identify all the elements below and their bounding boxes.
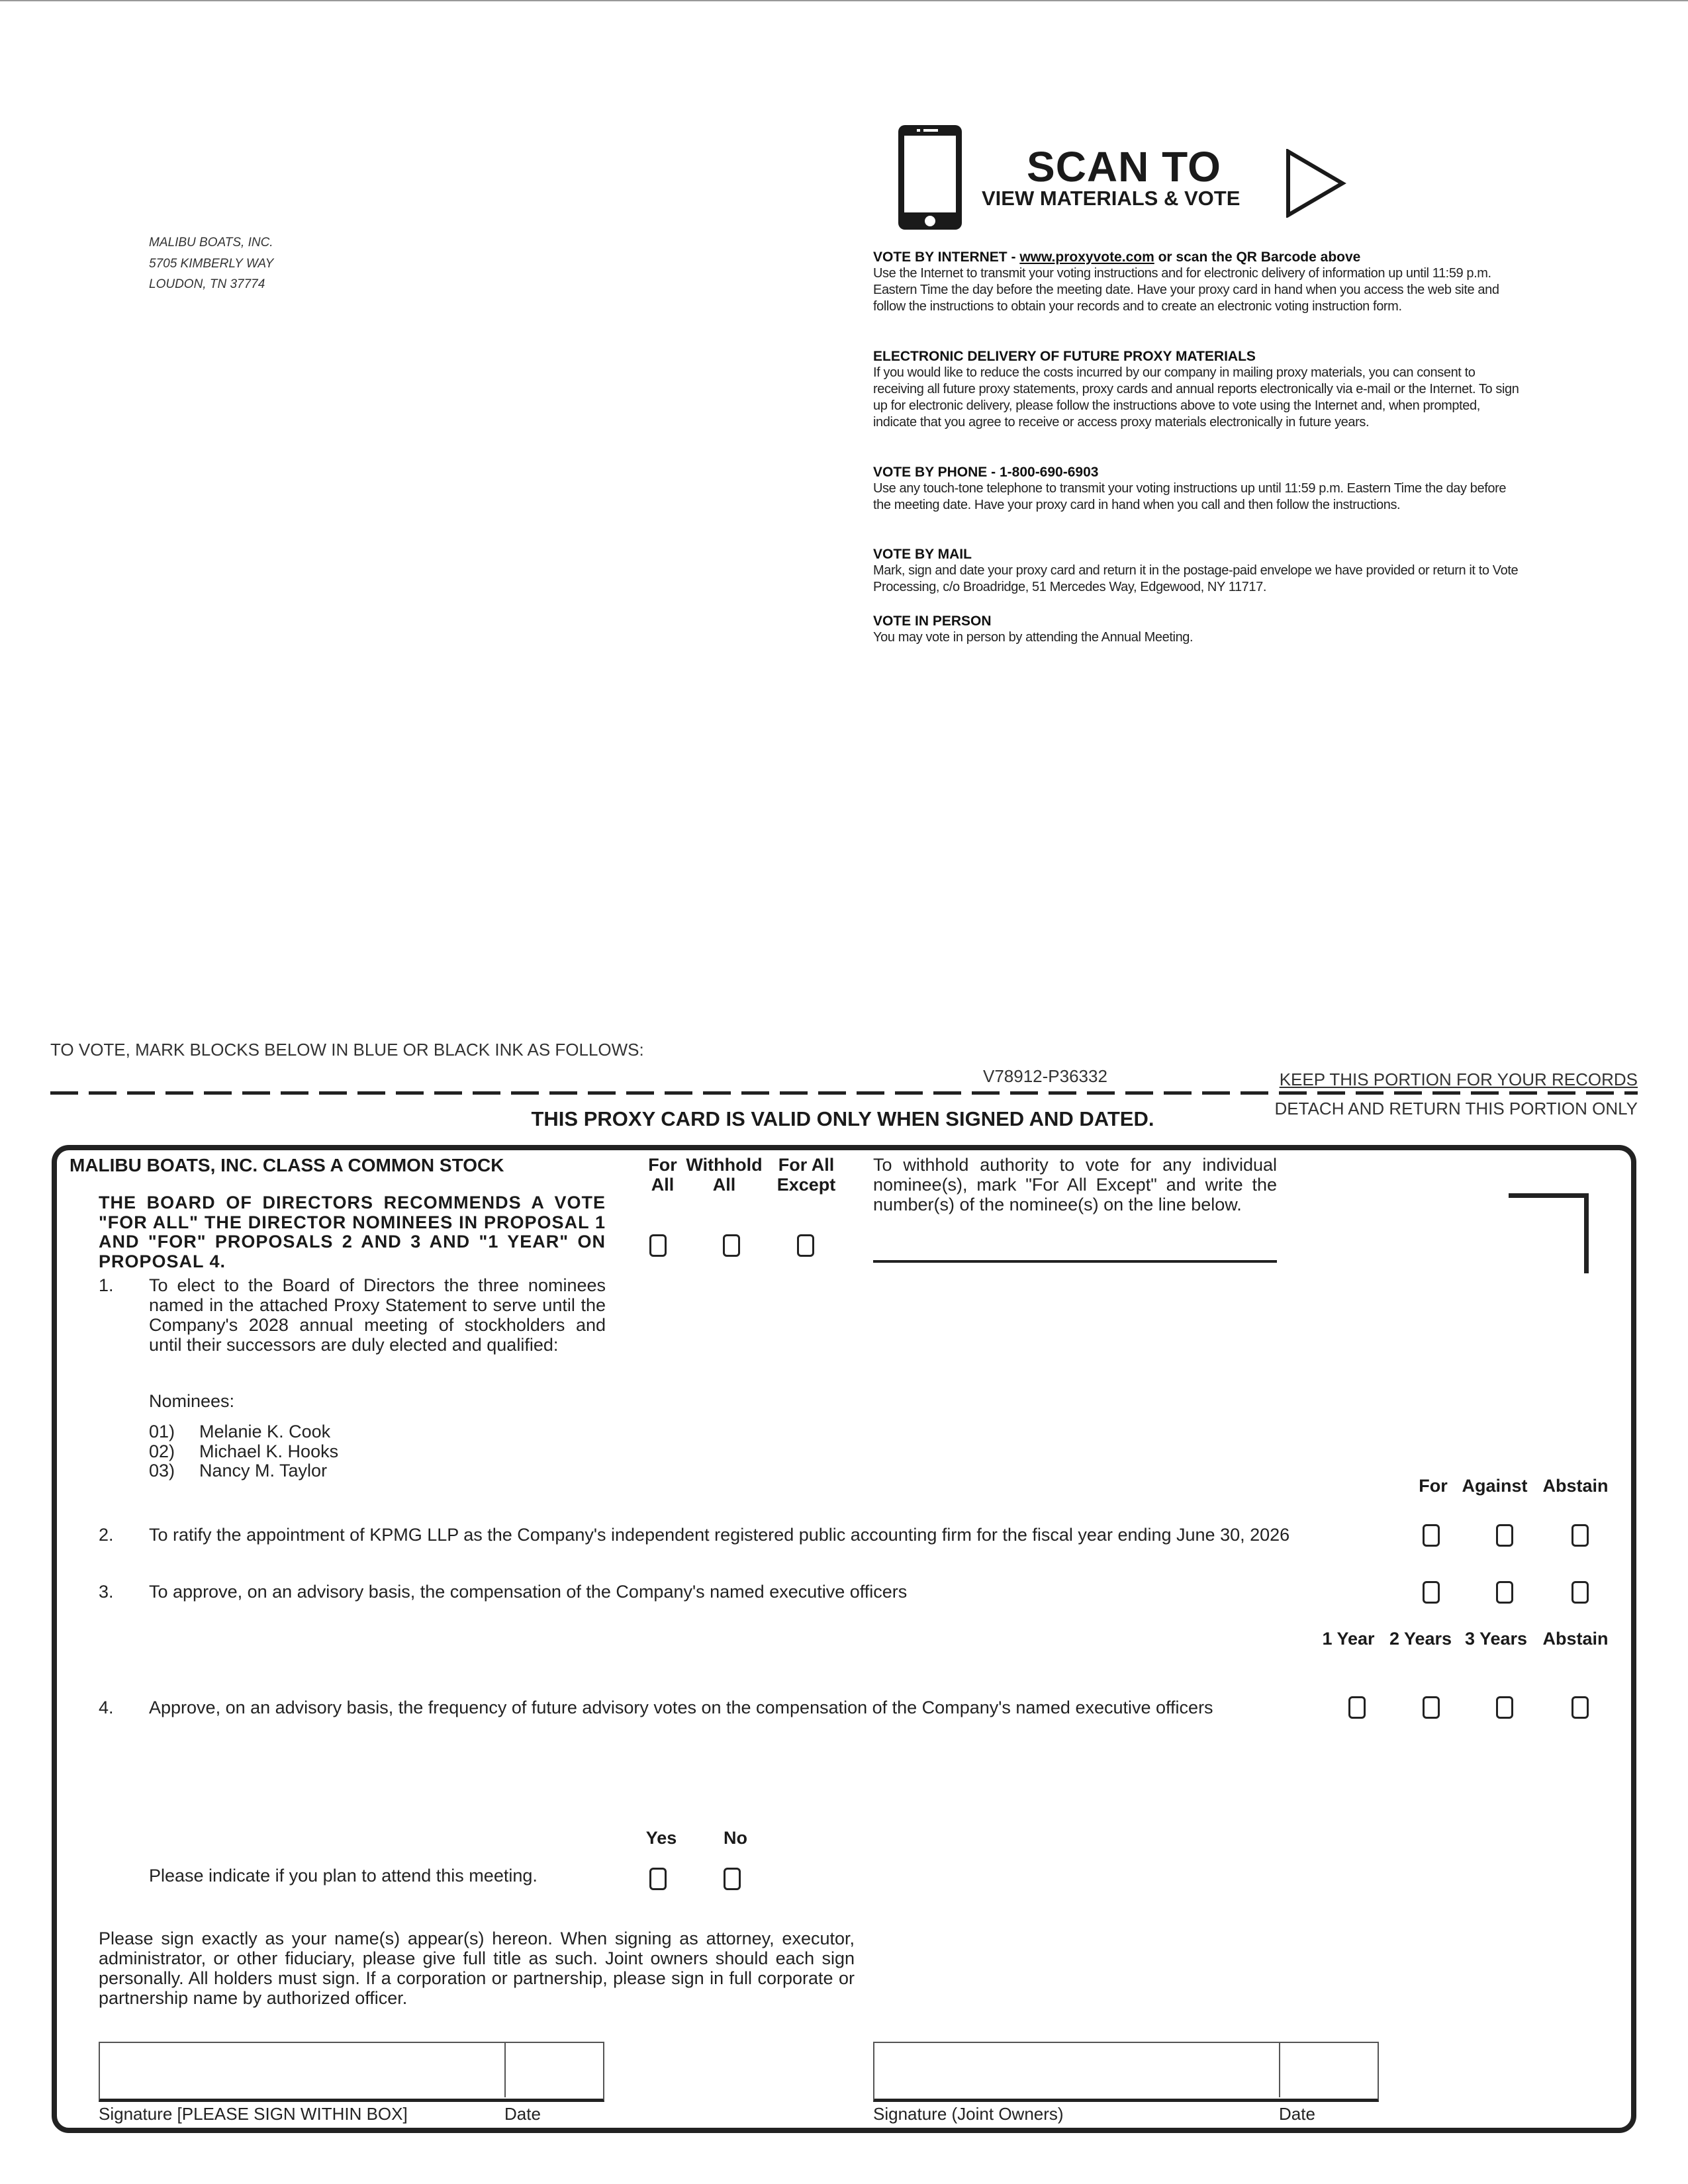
joint-signature-box[interactable] <box>873 2042 1379 2102</box>
for-all-checkbox[interactable] <box>649 1234 667 1257</box>
in-person-heading: VOTE IN PERSON <box>873 614 992 629</box>
proposal4-abstain-checkbox[interactable] <box>1571 1696 1589 1719</box>
mark-instruction: TO VOTE, MARK BLOCKS BELOW IN BLUE OR BLACK INK AS FOLLOWS: <box>50 1040 644 1060</box>
nominee-number: 02) <box>149 1441 175 1461</box>
col-withhold-all: Withhold All <box>686 1155 763 1195</box>
proposal2-text: To ratify the appointment of KPMG LLP as the Company's independent registered public accounting firm for the fiscal year ending June 30, 2026 <box>149 1525 1290 1545</box>
control-code: V78912-P36332 <box>983 1066 1107 1086</box>
signature-label: Signature [PLEASE SIGN WITHIN BOX] <box>99 2104 408 2124</box>
proposal2-number: 2. <box>99 1525 114 1545</box>
electronic-body: If you would like to reduce the costs incurred by our company in mailing proxy materials, you can consent to receiving all future proxy statements, proxy cards and annual reports electronically via e-mail or the Internet. To sign up for electronic delivery, please follow the instructions above to vote using the Internet and, when prompted, indicate that you agree to receive or access proxy materials electronically in future years. <box>873 365 1519 430</box>
proposal4-2-years-checkbox[interactable] <box>1423 1696 1440 1719</box>
proposal3-against-checkbox[interactable] <box>1496 1581 1513 1604</box>
company-street: 5705 KIMBERLY WAY <box>149 257 274 271</box>
internet-heading: VOTE BY INTERNET - <box>873 250 1020 265</box>
mail-heading: VOTE BY MAIL <box>873 547 972 562</box>
vote-by-phone-section <box>873 464 1522 514</box>
vote-in-person-section <box>873 613 1522 646</box>
proposal1-text: To elect to the Board of Directors the three nominees named in the attached Proxy Statement to serve until the Company's 2028 annual meeting of stockholders and until their successors are duly elected and qualified: <box>149 1275 606 1355</box>
signature-box[interactable] <box>99 2042 604 2102</box>
signature-date-divider <box>504 2042 506 2097</box>
play-arrow-icon <box>1286 149 1346 218</box>
mail-body: Mark, sign and date your proxy card and return it in the postage-paid envelope we have provided or return it to Vote Processing, c/o Broadridge, 51 Mercedes Way, Edgewood, NY 11717. <box>873 563 1519 594</box>
company-name: MALIBU BOATS, INC. <box>149 236 273 250</box>
proposal3-abstain-checkbox[interactable] <box>1571 1581 1589 1604</box>
col-no: No <box>724 1828 747 1848</box>
smartphone-icon <box>898 125 962 230</box>
proposal2-abstain-checkbox[interactable] <box>1571 1524 1589 1547</box>
top-border <box>0 0 1688 1</box>
nominee-exception-line[interactable] <box>873 1260 1277 1263</box>
nominee-name: Nancy M. Taylor <box>199 1461 328 1480</box>
nominee-name: Melanie K. Cook <box>199 1422 331 1441</box>
sign-instructions: Please sign exactly as your name(s) appear(s) hereon. When signing as attorney, executor, administrator, or other fiduciary, please give full title as such. Joint owners should each sign personally. All holders must sign. If a corporation or partnership, please sign in full corporate or partnership name by authorized officer. <box>99 1929 855 2008</box>
nominee-name: Michael K. Hooks <box>199 1441 339 1461</box>
col-abstain: Abstain <box>1542 1629 1609 1649</box>
internet-body: Use the Internet to transmit your voting instructions and for electronic delivery of information up until 11:59 p.m. Eastern Time the day before the meeting date. Have your proxy card in hand when you access the web site and follow the instructions to obtain your records and to create an electronic voting instruction form. <box>873 266 1499 314</box>
proposal4-3-years-checkbox[interactable] <box>1496 1696 1513 1719</box>
phone-body: Use any touch-tone telephone to transmit your voting instructions up until 11:59 p.m. Eastern Time the day before the meeting date. Have your proxy card in hand when you call and then follow the instructions. <box>873 481 1507 512</box>
proposal4-text: Approve, on an advisory basis, the frequency of future advisory votes on the compensation of the Company's named executive officers <box>149 1698 1213 1717</box>
corner-mark <box>1509 1193 1589 1273</box>
proxyvote-link[interactable]: www.proxyvote.com <box>1019 250 1154 265</box>
nominee-number: 03) <box>149 1461 175 1480</box>
proposal2-for-checkbox[interactable] <box>1423 1524 1440 1547</box>
nominees-label: Nominees: <box>149 1391 235 1411</box>
in-person-body: You may vote in person by attending the Annual Meeting. <box>873 630 1194 645</box>
date-label: Date <box>504 2104 541 2124</box>
valid-notice: THIS PROXY CARD IS VALID ONLY WHEN SIGNED AND DATED. <box>531 1107 1154 1130</box>
col-for-all-except: For All Except <box>776 1155 836 1195</box>
for-all-except-checkbox[interactable] <box>797 1234 814 1257</box>
joint-date-label: Date <box>1279 2104 1315 2124</box>
joint-signature-label: Signature (Joint Owners) <box>873 2104 1064 2124</box>
col-for-all: For All <box>648 1155 677 1195</box>
proposal1-number: 1. <box>99 1275 114 1295</box>
proposal4-1-year-checkbox[interactable] <box>1348 1696 1366 1719</box>
board-recommendation: THE BOARD OF DIRECTORS RECOMMENDS A VOTE "FOR ALL" THE DIRECTOR NOMINEES IN PROPOSAL 1 AND "FOR" PROPOSALS 2 AND 3 AND "1 YEAR" ON PROPOSAL 4. <box>99 1193 606 1271</box>
withhold-instruction: To withhold authority to vote for any individual nominee(s), mark "For All Except" and write the number(s) of the nominee(s) on the line below. <box>873 1155 1277 1214</box>
detach-portion-label: DETACH AND RETURN THIS PORTION ONLY <box>1274 1099 1638 1118</box>
internet-heading-suffix: or scan the QR Barcode above <box>1154 250 1361 265</box>
scan-title: SCAN TO <box>1027 143 1221 191</box>
keep-portion-label: KEEP THIS PORTION FOR YOUR RECORDS <box>1279 1069 1638 1089</box>
col-against: Against <box>1462 1476 1528 1496</box>
nominee-number: 01) <box>149 1422 175 1441</box>
attend-no-checkbox[interactable] <box>724 1868 741 1890</box>
joint-signature-date-divider <box>1279 2042 1280 2097</box>
col-2-years: 2 Years <box>1389 1629 1452 1649</box>
detach-line[interactable] <box>50 1091 1638 1095</box>
proposal4-number: 4. <box>99 1698 114 1717</box>
col-for: For <box>1419 1476 1448 1496</box>
electronic-heading: ELECTRONIC DELIVERY OF FUTURE PROXY MATERIALS <box>873 349 1256 364</box>
company-city: LOUDON, TN 37774 <box>149 277 265 291</box>
stock-title: MALIBU BOATS, INC. CLASS A COMMON STOCK <box>70 1155 504 1175</box>
electronic-delivery-section <box>873 348 1522 431</box>
proposal3-text: To approve, on an advisory basis, the compensation of the Company's named executive officers <box>149 1582 908 1602</box>
col-yes: Yes <box>645 1828 677 1848</box>
scan-subtitle: VIEW MATERIALS & VOTE <box>982 187 1241 210</box>
withhold-all-checkbox[interactable] <box>723 1234 740 1257</box>
vote-by-internet-section <box>873 249 1522 315</box>
attend-yes-checkbox[interactable] <box>649 1868 667 1890</box>
vote-by-mail-section <box>873 546 1522 596</box>
col-3-years: 3 Years <box>1464 1629 1528 1649</box>
attend-question: Please indicate if you plan to attend this meeting. <box>149 1866 538 1886</box>
proposal2-against-checkbox[interactable] <box>1496 1524 1513 1547</box>
proposal3-number: 3. <box>99 1582 114 1602</box>
phone-heading: VOTE BY PHONE - 1-800-690-6903 <box>873 465 1099 480</box>
col-1-year: 1 Year <box>1322 1629 1375 1649</box>
col-abstain: Abstain <box>1542 1476 1609 1496</box>
proposal3-for-checkbox[interactable] <box>1423 1581 1440 1604</box>
